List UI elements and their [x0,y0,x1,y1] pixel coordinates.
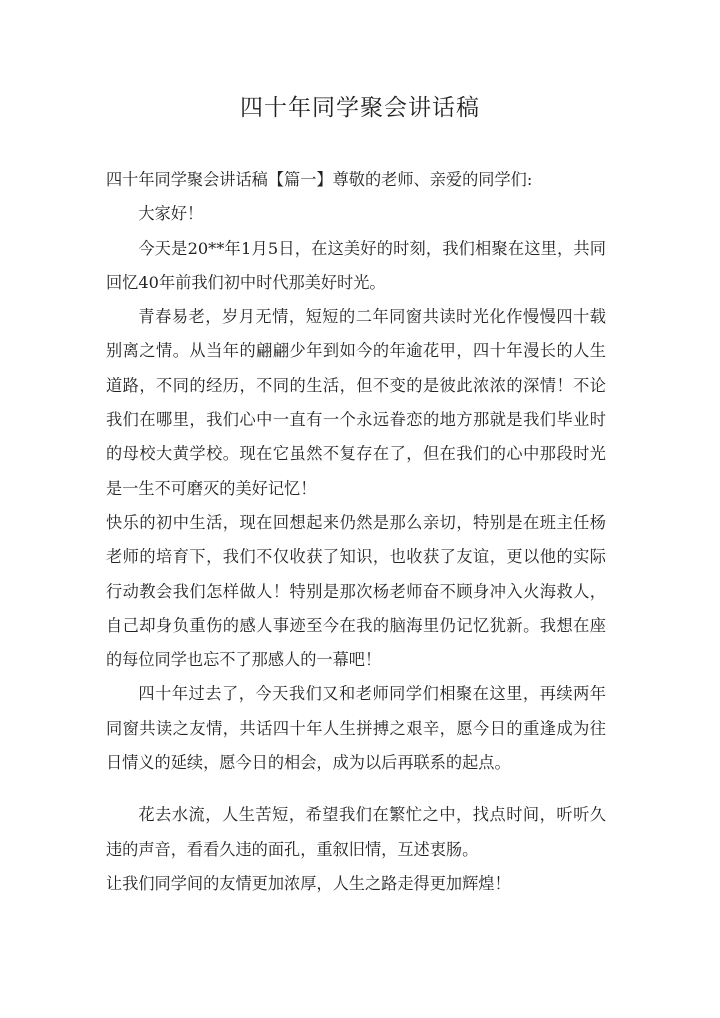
paragraph-school-life: 快乐的初中生活，现在回想起来仍然是那么亲切，特别是在班主任杨老师的培育下，我们不仅收获了知识，也收获了友谊，更以他的实际行动教会我们怎样做人！特别是那次杨老师奋不顾身冲入火海救人，自己却身负重伤的感人事迹至今在我的脑海里仍记忆犹新。我想在座的每位同学也忘不了那感人的一幕吧！ [106,512,606,670]
document-body [106,163,606,901]
paragraph-date: 今天是20**年1月5日，在这美好的时刻，我们相聚在这里，共同回忆40年前我们初中时代那美好时光。 [106,238,606,292]
document-title: 四十年同学聚会讲话稿 [240,95,480,121]
paragraph-greeting: 大家好！ [138,204,204,224]
paragraph-forty-years: 四十年过去了，今天我们又和老师同学们相聚在这里，再续两年同窗共读之友情，共话四十年人生拼搏之艰辛，愿今日的重逢成为往日情义的延续，愿今日的相会，成为以后再联系的起点。 [106,684,606,773]
paragraph-youth: 青春易老，岁月无情，短短的二年同窗共读时光化作慢慢四十载别离之情。从当年的翩翩少年到如今的年逾花甲，四十年漫长的人生道路，不同的经历，不同的生活，但不变的是彼此浓浓的深情！不论我们在哪里，我们心中一直有一个永远眷恋的地方那就是我们毕业时的母校大黄学校。现在它虽然不复存在了，但在我们的心中那段时光是一生不可磨灭的美好记忆！ [106,307,606,498]
paragraph-closing: 让我们同学间的友情更加浓厚，人生之路走得更加辉煌！ [106,873,511,893]
paragraph-opening: 四十年同学聚会讲话稿【篇一】尊敬的老师、亲爱的同学们: [106,170,533,189]
paragraph-time-flows: 花去水流，人生苦短，希望我们在繁忙之中，找点时间，听听久违的声音，看看久违的面孔，重叙旧情，互述衷肠。 [106,805,606,859]
